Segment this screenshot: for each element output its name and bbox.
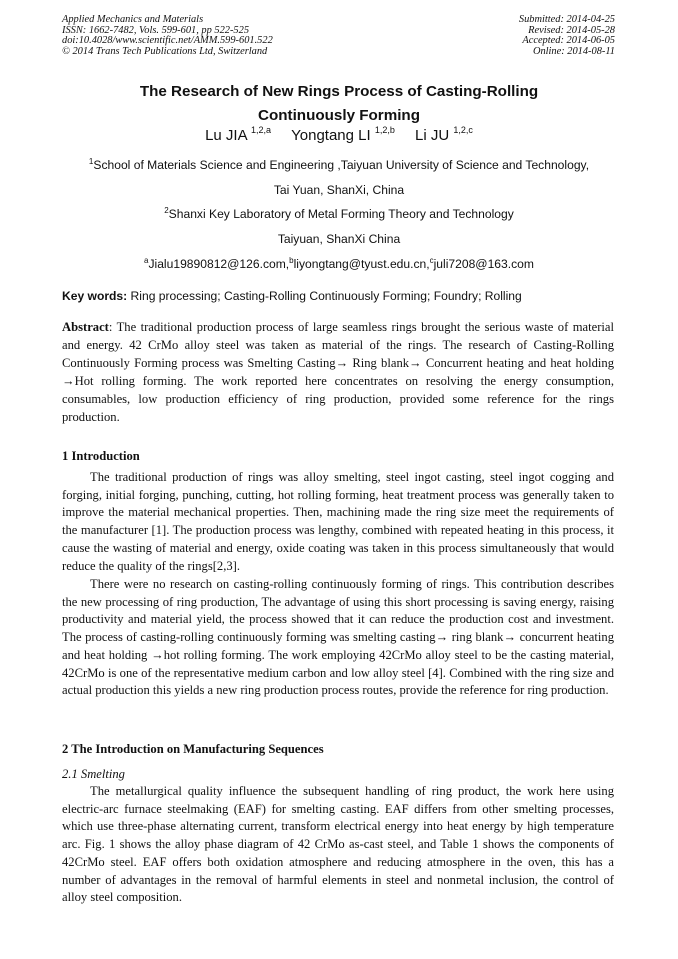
section-1-paragraph-2: There were no research on casting-rolling continuously forming of rings. This contribution describes the new processing of ring production, The advantage of using this short processing is saving energy, raising productivity and material yield, the process showed that it can reduce the production cost and investment. The process of casting-rolling continuously forming was smelting casting→ ring blank→ concurrent heating and heat holding →hot rolling forming. The work employing 42CrMo alloy steel to be the casting material, 42CrMo is one of the representative medium carbon and low alloy steel [4]. Combined with the ring size and actual production this yields a new ring production process routes, provide the reference for ring production.	[62, 577, 614, 698]
online-date: Online: 2014-08-11	[532, 45, 615, 57]
author-affiliation-marker: 1,2,b	[374, 125, 395, 135]
affiliation-1-line-2: Tai Yuan, ShanXi, China	[273, 183, 405, 197]
email-a: Jialu19890812@126.com,	[148, 257, 290, 271]
affiliation-1-line-1	[62, 157, 616, 173]
author	[415, 127, 473, 144]
abstract-label: Abstract	[62, 320, 109, 334]
keywords	[62, 288, 622, 304]
author-name: Lu JIA	[205, 127, 247, 144]
author	[205, 127, 271, 144]
copyright-line: © 2014 Trans Tech Publications Ltd, Switzerland	[62, 45, 268, 57]
journal-header-right	[519, 15, 615, 57]
author-name: Li JU	[415, 127, 450, 144]
paper-title	[62, 80, 616, 128]
revised-date: Revised: 2014-05-28	[528, 24, 615, 36]
abstract	[62, 318, 614, 427]
affiliation-2-line-1	[62, 206, 616, 222]
email-c: juli7208@163.com	[433, 257, 534, 271]
title-line-2: Continuously Forming	[258, 107, 420, 124]
author-affiliation-marker: 1,2,a	[250, 125, 271, 135]
affiliation-text: Shanxi Key Laboratory of Metal Forming Theory and Technology	[168, 207, 514, 221]
author	[291, 127, 395, 144]
affiliation-marker: 2	[164, 206, 169, 215]
submitted-date: Submitted: 2014-04-25	[518, 14, 615, 25]
section-1-heading: 1 Introduction	[62, 449, 140, 463]
section-2-heading: 2 The Introduction on Manufacturing Sequences	[62, 742, 324, 756]
title-line-1: The Research of New Rings Process of Casting-Rolling	[139, 83, 539, 100]
journal-header-left	[62, 15, 273, 57]
author-name: Yongtang LI	[291, 127, 371, 144]
email-marker: c	[429, 256, 434, 265]
affiliation-2-line-2: Taiyuan, ShanXi China	[277, 232, 401, 246]
issn-line: ISSN: 1662-7482, Vols. 599-601, pp 522-525	[62, 24, 250, 36]
affiliation-marker: 1	[88, 157, 94, 166]
keywords-label: Key words:	[62, 289, 128, 303]
section-2-paragraph-1: The metallurgical quality influence the subsequent handling of ring product, the work here using electric-arc furnace steelmaking (EAF) for smelting casting. EAF differs from other smelting processes, which use three-phase alternating current, transform electrical energy into heat energy by high temperature arc. Fig. 1 shows the alloy phase diagram of 42 CrMo as-cast steel, and Table 1 shows the components of 42CrMo steel. EAF offers both oxidation atmosphere and reducing atmosphere in the oven, this has a number of advantages in the removal of harmful elements in steel and nonmetal inclusion, the control of alloy steel composition.	[62, 784, 614, 905]
email-b: liyongtang@tyust.edu.cn,	[293, 257, 430, 271]
abstract-text: : The traditional production process of large seamless rings brought the serious waste of material and energy. 42 CrMo alloy steel was taken as material of the rings. The research of Casting-Rolling Continuously Forming process was Smelting Casting→ Ring blank→ Concurrent heating and heat holding →Hot rolling forming. The work reported here concentrates on resolving the energy consumption, consumables, low production efficiency of ring production, provided some reference for the rings production.	[62, 320, 614, 425]
section-1-paragraph-1: The traditional production of rings was alloy smelting, steel ingot casting, steel ingot cogging and forging, initial forging, punching, cutting, hot rolling forming, heat treatment process was generally taken to improve the material mechanical properties. Then, machining made the ring size meet the requirements of the manufacturer [1]. The production process was lengthy, combined with repeated heating in this process, it cause the wasting of material and energy, oxide coating was taken in this process simultaneously that would reduce the quality of the rings[2,3].	[62, 470, 614, 573]
journal-name: Applied Mechanics and Materials	[62, 14, 204, 25]
doi-line: doi:10.4028/www.scientific.net/AMM.599-601.522	[62, 35, 273, 47]
email-marker: a	[144, 256, 149, 265]
author-list	[62, 126, 616, 146]
affiliation-text: School of Materials Science and Engineering ,Taiyuan University of Science and Technology,	[93, 158, 590, 172]
author-affiliation-marker: 1,2,c	[453, 125, 473, 135]
email-marker: b	[289, 256, 294, 265]
email-line	[62, 256, 616, 272]
accepted-date: Accepted: 2014-06-05	[522, 35, 615, 47]
subsection-2-1-heading: 2.1 Smelting	[62, 767, 125, 781]
keywords-text: Ring processing; Casting-Rolling Continuously Forming; Foundry; Rolling	[127, 289, 522, 303]
